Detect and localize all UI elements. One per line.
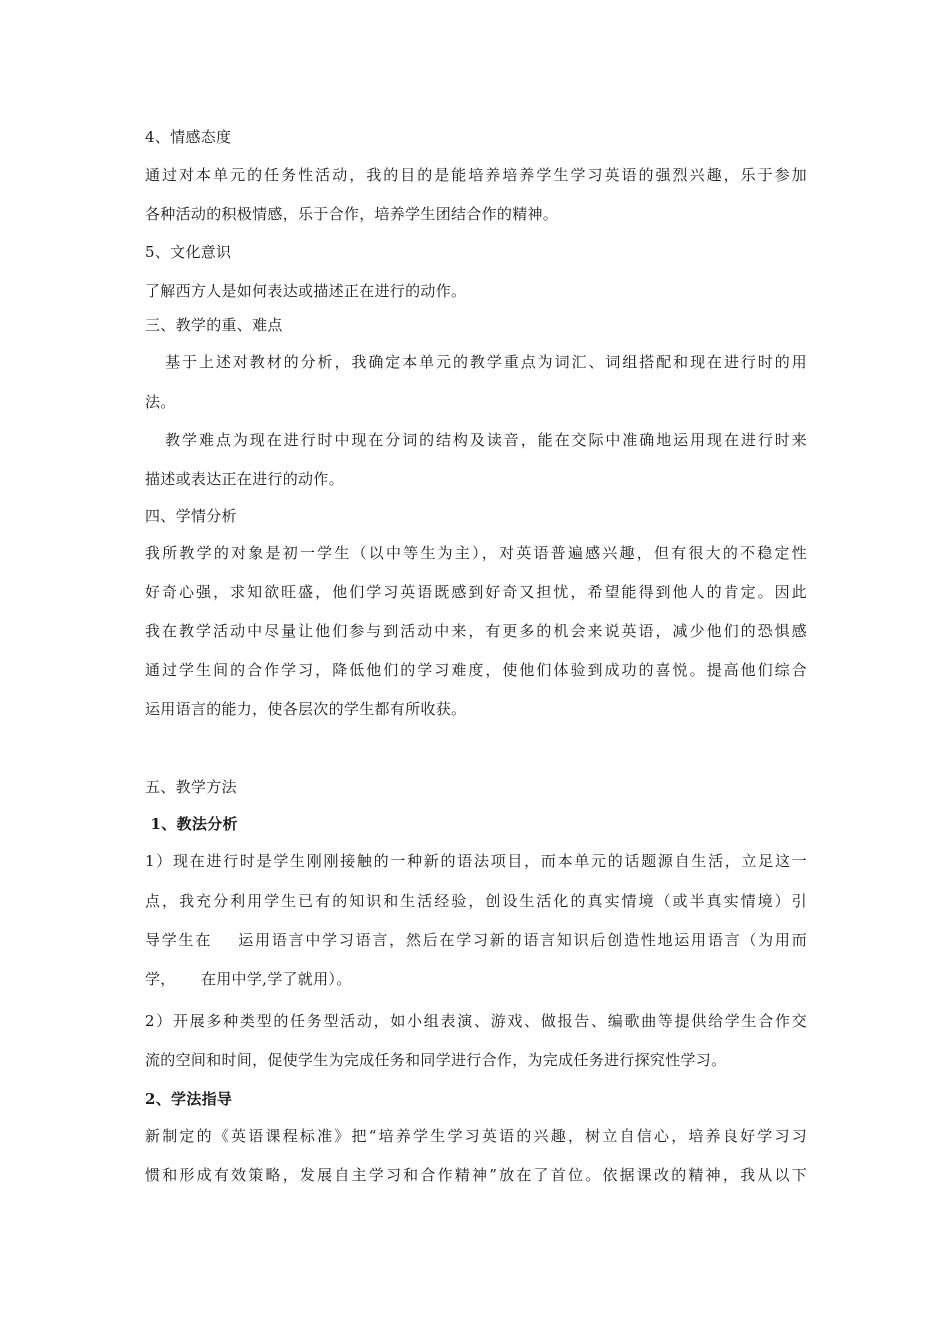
paragraph-line: 流的空间和时间，促使学生为完成任务和同学进行合作，为完成任务进行探究性学习。 bbox=[145, 1051, 727, 1069]
heading-5-cultural-awareness: 5、文化意识 bbox=[145, 243, 232, 261]
paragraph-line: 法。 bbox=[145, 393, 176, 411]
paragraph-line: 各种活动的积极情感，乐于合作，培养学生团结合作的精神。 bbox=[145, 205, 559, 223]
paragraph-line: 了解西方人是如何表达或描述正在进行的动作。 bbox=[145, 282, 467, 300]
section-heading-3: 三、教学的重、难点 bbox=[145, 316, 283, 334]
section-heading-4: 四、学情分析 bbox=[145, 507, 237, 525]
paragraph-line: 新制定的《英语课程标准》把“培养学生学习英语的兴趣，树立自信心，培养良好学习习 bbox=[145, 1127, 807, 1145]
paragraph-line: 好奇心强，求知欲旺盛，他们学习英语既感到好奇又担忧，希望能得到他人的肯定。因此 bbox=[145, 583, 807, 601]
paragraph-line: 导学生在 运用语言中学习语言，然后在学习新的语言知识后创造性地运用语言（为用而 bbox=[145, 931, 807, 949]
paragraph-line: 通过对本单元的任务性活动，我的目的是能培养培养学生学习英语的强烈兴趣，乐于参加 bbox=[145, 166, 807, 184]
section-heading-5: 五、教学方法 bbox=[145, 778, 237, 796]
paragraph-line: 学， 在用中学,学了就用）。 bbox=[145, 970, 352, 988]
paragraph-line: 描述或表达正在进行的动作。 bbox=[145, 470, 344, 488]
paragraph-line: 通过学生间的合作学习，降低他们的学习难度，使他们体验到成功的喜悦。提高他们综合 bbox=[145, 661, 807, 679]
paragraph-line: 点，我充分利用学生已有的知识和生活经验，创设生活化的真实情境（或半真实情境）引 bbox=[145, 892, 807, 910]
heading-4-emotional-attitude: 4、情感态度 bbox=[145, 128, 232, 146]
paragraph-line: 我在教学活动中尽量让他们参与到活动中来，有更多的机会来说英语，减少他们的恐惧感 bbox=[145, 622, 807, 640]
subheading-teaching-method: 1、教法分析 bbox=[145, 815, 238, 833]
paragraph-line: 我所教学的对象是初一学生（以中等生为主），对英语普遍感兴趣，但有很大的不稳定性 bbox=[145, 544, 807, 562]
subheading-learning-guidance: 2、学法指导 bbox=[145, 1090, 233, 1108]
paragraph-line: 1）现在进行时是学生刚刚接触的一种新的语法项目，而本单元的话题源自生活，立足这一 bbox=[145, 852, 807, 870]
paragraph-line: 教学难点为现在进行时中现在分词的结构及读音，能在交际中准确地运用现在进行时来 bbox=[145, 431, 807, 449]
paragraph-line: 2）开展多种类型的任务型活动，如小组表演、游戏、做报告、编歌曲等提供给学生合作交 bbox=[145, 1012, 807, 1030]
paragraph-line: 惯和形成有效策略，发展自主学习和合作精神”放在了首位。依据课改的精神，我从以下 bbox=[145, 1166, 807, 1184]
paragraph-line: 基于上述对教材的分析，我确定本单元的教学重点为词汇、词组搭配和现在进行时的用 bbox=[145, 353, 807, 371]
paragraph-line: 运用语言的能力，使各层次的学生都有所收获。 bbox=[145, 700, 467, 718]
